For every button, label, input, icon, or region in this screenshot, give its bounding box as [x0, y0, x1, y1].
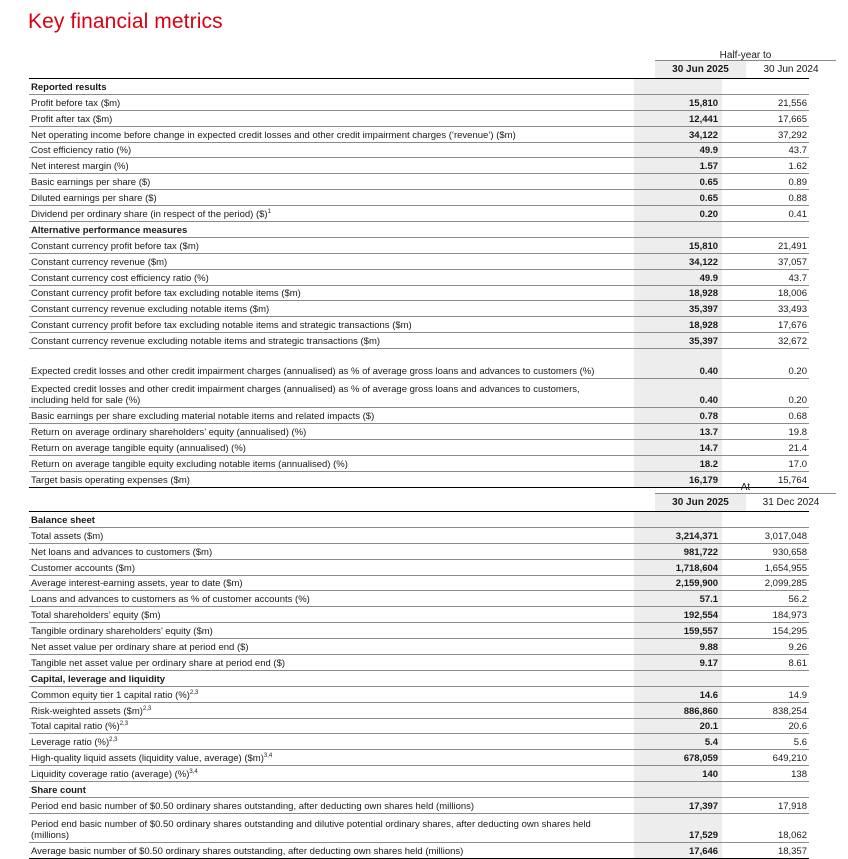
value-current: 18,928	[634, 286, 722, 301]
row-label: Basic earnings per share excluding material notable items and related impacts ($)	[31, 411, 375, 423]
value-current: 0.78	[634, 408, 722, 423]
value-prior: 15,764	[777, 474, 807, 486]
value-prior: 5.6	[793, 737, 807, 749]
table-row	[29, 528, 809, 544]
table-row	[29, 349, 809, 379]
table-row	[29, 703, 809, 719]
value-prior: 0.41	[788, 209, 807, 221]
value-current: 159,557	[634, 623, 722, 638]
row-label: Net interest margin (%)	[31, 161, 129, 173]
value-current	[634, 512, 722, 527]
value-prior: 56.2	[788, 594, 807, 606]
row-label: Average basic number of $0.50 ordinary shares outstanding, after deducting own shares held (millions)	[31, 846, 464, 858]
row-label: Target basis operating expenses ($m)	[31, 474, 190, 486]
value-prior: 37,292	[777, 129, 807, 141]
table-row	[29, 750, 809, 766]
value-current	[634, 782, 722, 797]
table-row	[29, 333, 809, 349]
value-current: 12,441	[634, 111, 722, 126]
table-row	[29, 206, 809, 222]
value-prior	[722, 683, 809, 686]
value-current: 17,646	[634, 843, 722, 858]
section-header-row	[29, 222, 809, 238]
value-prior: 21,491	[777, 240, 807, 252]
row-label: Period end basic number of $0.50 ordinary shares outstanding and dilutive potential ordinary shares, after deducting own shares held (millions)	[31, 819, 591, 842]
value-prior: 0.89	[788, 177, 807, 189]
value-current: 18.2	[634, 456, 722, 471]
table-row	[29, 687, 809, 703]
table-row	[29, 270, 809, 286]
row-label: Tangible ordinary shareholders’ equity ($m)	[31, 626, 213, 638]
table-header	[29, 479, 820, 511]
value-current: 678,059	[634, 750, 722, 765]
row-label: Dividend per ordinary share (in respect of the period) ($)$^1$	[31, 209, 271, 221]
row-label: Return on average ordinary shareholders’ equity (annualised) (%)	[31, 426, 307, 438]
table-row	[29, 655, 809, 671]
footnote-ref: 2,3	[189, 689, 199, 696]
value-current: 35,397	[634, 301, 722, 316]
value-prior: 930,658	[772, 546, 807, 558]
table-row	[29, 286, 809, 302]
table-row	[29, 190, 809, 206]
footnote-ref: 2,3	[119, 721, 129, 728]
section-header-row	[29, 78, 809, 95]
section-label: Share count	[31, 785, 86, 797]
row-label: Constant currency cost efficiency ratio (%)	[31, 272, 209, 284]
value-prior: 18,357	[777, 846, 807, 858]
section-label: Balance sheet	[31, 514, 95, 526]
row-label: Total assets ($m)	[31, 530, 104, 542]
footnote-ref: 1	[267, 209, 271, 216]
value-current	[634, 671, 722, 686]
table-row	[29, 814, 809, 844]
reported-results-table	[29, 47, 819, 488]
value-prior: 1.62	[788, 161, 807, 173]
value-current: 0.65	[634, 190, 722, 205]
row-label: Net asset value per ordinary share at period end ($)	[31, 642, 249, 654]
row-label: Expected credit losses and other credit impairment charges (annualised) as % of average gross loans and advances to customers (%)	[31, 365, 595, 377]
value-prior: 33,493	[777, 304, 807, 316]
row-label: Customer accounts ($m)	[31, 562, 136, 574]
table-row	[29, 254, 809, 270]
value-prior: 0.20	[788, 365, 807, 377]
value-prior: 17,676	[777, 320, 807, 332]
value-current: 9.17	[634, 655, 722, 670]
table-row	[29, 95, 809, 111]
value-prior	[722, 234, 809, 237]
row-label: Constant currency profit before tax excluding notable items and strategic transactions ($m)	[31, 320, 412, 332]
column-header-prior: 30 Jun 2024	[763, 64, 819, 75]
value-prior: 3,017,048	[764, 530, 807, 542]
value-current: 18,928	[634, 317, 722, 332]
table-row	[29, 576, 809, 592]
value-prior: 21.4	[788, 442, 807, 454]
value-prior: 8.61	[788, 657, 807, 669]
value-current: 15,810	[634, 238, 722, 253]
value-current: 0.40	[634, 349, 722, 378]
row-label: Basic earnings per share ($)	[31, 177, 151, 189]
value-prior: 37,057	[777, 256, 807, 268]
value-current: 14.6	[634, 687, 722, 702]
table-row	[29, 623, 809, 639]
value-prior: 0.20	[788, 395, 807, 407]
page-title: Key financial metrics	[28, 10, 223, 33]
table-row	[29, 843, 809, 859]
table-row	[29, 591, 809, 607]
value-prior: 649,210	[772, 753, 807, 765]
table-row	[29, 127, 809, 143]
row-label: Profit before tax ($m)	[31, 97, 121, 109]
value-prior: 21,556	[777, 97, 807, 109]
table-row	[29, 766, 809, 782]
table-row	[29, 379, 809, 409]
row-label: Constant currency revenue excluding notable items and strategic transactions ($m)	[31, 336, 381, 348]
value-prior: 0.88	[788, 193, 807, 205]
value-prior: 2,099,285	[764, 578, 807, 590]
value-current: 35,397	[634, 333, 722, 348]
table-row	[29, 111, 809, 127]
value-current: 192,554	[634, 607, 722, 622]
table-row	[29, 238, 809, 254]
column-header-current: 30 Jun 2025	[672, 497, 729, 508]
table-row	[29, 174, 809, 190]
value-current: 0.20	[634, 206, 722, 221]
row-label: Risk-weighted assets ($m)$^{2,3}$	[31, 705, 152, 717]
row-label: Period end basic number of $0.50 ordinary shares outstanding, after deducting own shares held (millions)	[31, 800, 475, 812]
value-current: 16,179	[634, 472, 722, 487]
value-current: 3,214,371	[634, 528, 722, 543]
value-current: 20.1	[634, 719, 722, 734]
section-header-row	[29, 671, 809, 687]
column-header-current: 30 Jun 2025	[672, 64, 729, 75]
row-label: Total shareholders’ equity ($m)	[31, 610, 161, 622]
row-label: Return on average tangible equity excluding notable items (annualised) (%)	[31, 458, 348, 470]
value-current: 140	[634, 766, 722, 781]
value-current: 15,810	[634, 95, 722, 110]
row-label: Profit after tax ($m)	[31, 113, 113, 125]
value-current: 49.9	[634, 270, 722, 285]
section-label: Reported results	[31, 81, 107, 93]
value-prior: 43.7	[788, 145, 807, 157]
value-current: 981,722	[634, 544, 722, 559]
value-prior: 184,973	[772, 610, 807, 622]
footnote-ref: 3,4	[189, 769, 198, 776]
table-row	[29, 560, 809, 576]
value-current: 13.7	[634, 424, 722, 439]
footnote-ref: 2,3	[142, 705, 152, 712]
value-prior: 0.68	[788, 411, 807, 423]
value-prior: 19.8	[788, 426, 807, 438]
row-label: Cost efficiency ratio (%)	[31, 145, 132, 157]
row-label: Leverage ratio (%)$^{2,3}$	[31, 737, 118, 749]
table-row	[29, 440, 809, 456]
row-label: Common equity tier 1 capital ratio (%)$^{2,3}$	[31, 689, 199, 701]
value-prior: 138	[791, 769, 807, 781]
value-prior: 20.6	[788, 721, 807, 733]
value-current	[634, 222, 722, 237]
row-label: Constant currency revenue excluding notable items ($m)	[31, 304, 270, 316]
value-prior: 17.0	[788, 458, 807, 470]
table-row	[29, 798, 809, 814]
row-label: Net operating income before change in expected credit losses and other credit impairment charges (‘revenue’) ($m)	[31, 129, 516, 141]
table-row	[29, 607, 809, 623]
value-current: 49.9	[634, 143, 722, 158]
table-row	[29, 734, 809, 750]
table-row	[29, 424, 809, 440]
value-current: 2,159,900	[634, 576, 722, 591]
row-label: Liquidity coverage ratio (average) (%)$^{3,4}$	[31, 769, 198, 781]
footnote-ref: 2,3	[109, 737, 118, 744]
row-label: Constant currency revenue ($m)	[31, 256, 168, 268]
table-header	[29, 47, 819, 78]
column-header-prior: 31 Dec 2024	[762, 497, 820, 508]
table-row	[29, 158, 809, 174]
value-prior: 838,254	[772, 705, 807, 717]
value-prior: 43.7	[788, 272, 807, 284]
row-label: Diluted earnings per share ($)	[31, 193, 157, 205]
value-current: 17,397	[634, 798, 722, 813]
value-prior: 18,006	[777, 288, 807, 300]
table-row	[29, 639, 809, 655]
row-label: Expected credit losses and other credit impairment charges (annualised) as % of average gross loans and advances to customers, including held for sale (%)	[31, 384, 580, 407]
row-label: Net loans and advances to customers ($m)	[31, 546, 213, 558]
value-current: 0.40	[634, 379, 722, 408]
row-label: Average interest-earning assets, year to date ($m)	[31, 578, 243, 590]
value-current: 5.4	[634, 734, 722, 749]
row-label: Loans and advances to customers as % of customer accounts (%)	[31, 594, 310, 606]
value-current: 886,860	[634, 703, 722, 718]
value-current: 34,122	[634, 254, 722, 269]
value-prior	[722, 524, 809, 527]
value-prior: 154,295	[772, 626, 807, 638]
table-row	[29, 408, 809, 424]
value-current: 9.88	[634, 639, 722, 654]
section-label: Alternative performance measures	[31, 224, 188, 236]
value-prior: 14.9	[788, 689, 807, 701]
value-prior: 32,672	[777, 336, 807, 348]
value-current: 14.7	[634, 440, 722, 455]
row-label: Return on average tangible equity (annualised) (%)	[31, 442, 246, 454]
period-group-label: Half-year to	[719, 50, 772, 61]
value-prior	[722, 794, 809, 797]
section-label: Capital, leverage and liquidity	[31, 673, 166, 685]
value-current: 57.1	[634, 591, 722, 606]
table-row	[29, 301, 809, 317]
value-prior: 1,654,955	[764, 562, 807, 574]
table-row	[29, 544, 809, 560]
row-label: Constant currency profit before tax excluding notable items ($m)	[31, 288, 301, 300]
value-prior: 17,665	[777, 113, 807, 125]
row-label: Total capital ratio (%)$^{2,3}$	[31, 721, 129, 733]
value-current: 0.65	[634, 174, 722, 189]
section-header-row	[29, 511, 809, 528]
value-current: 1.57	[634, 158, 722, 173]
table-row	[29, 317, 809, 333]
value-prior: 17,918	[777, 800, 807, 812]
footnote-ref: 3,4	[263, 753, 273, 760]
balance-sheet-table	[29, 479, 820, 859]
period-group-label: At	[740, 482, 751, 493]
row-label: High-quality liquid assets (liquidity value, average) ($m)$^{3,4}$	[31, 753, 273, 765]
value-current: 34,122	[634, 127, 722, 142]
value-prior: 9.26	[788, 642, 807, 654]
value-prior	[722, 91, 809, 94]
table-body	[29, 78, 809, 488]
table-row	[29, 719, 809, 735]
value-prior: 18,062	[777, 830, 807, 842]
value-current	[634, 79, 722, 94]
value-current: 17,529	[634, 814, 722, 843]
table-body	[29, 511, 809, 859]
table-row	[29, 456, 809, 472]
section-header-row	[29, 782, 809, 798]
row-label: Tangible net asset value per ordinary share at period end ($)	[31, 657, 286, 669]
row-label: Constant currency profit before tax ($m)	[31, 240, 199, 252]
value-current: 1,718,604	[634, 560, 722, 575]
table-row	[29, 143, 809, 159]
